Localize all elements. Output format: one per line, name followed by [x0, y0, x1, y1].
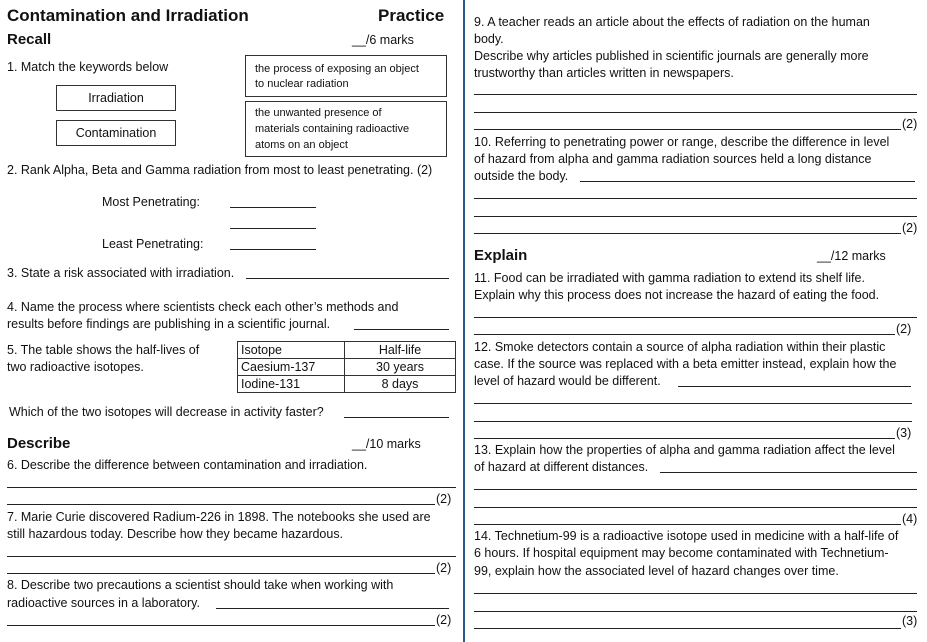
- q12-text-line-3: level of hazard would be different.: [474, 374, 661, 388]
- keyword-irradiation: Irradiation: [88, 91, 144, 105]
- keyword-box-irradiation: [56, 85, 176, 111]
- q13-text-line-2: of hazard at different distances.: [474, 460, 649, 474]
- q9-text-line-3: Describe why articles published in scientific journals are generally more: [474, 49, 869, 63]
- table-cell: Iodine-131: [238, 376, 345, 393]
- answer-line-rank-1[interactable]: [230, 207, 316, 208]
- answer-line-q13-4[interactable]: [474, 524, 901, 525]
- q6-marks: (2): [436, 492, 452, 506]
- explain-marks: __/12 marks: [817, 249, 886, 263]
- q14-text-line-1: 14. Technetium-99 is a radioactive isotope used in medicine with a half-life of: [474, 529, 899, 543]
- answer-line-q9-3[interactable]: [474, 129, 901, 130]
- answer-line-q13-1[interactable]: [660, 472, 917, 473]
- q6-text: 6. Describe the difference between contamination and irradiation.: [7, 458, 368, 472]
- q9-text-line-2: body.: [474, 32, 504, 46]
- q2-text: 2. Rank Alpha, Beta and Gamma radiation from most to least penetrating. (2): [7, 163, 433, 177]
- table-cell: 8 days: [345, 376, 456, 393]
- keyword-contamination: Contamination: [75, 126, 157, 140]
- answer-line-q10-1[interactable]: [580, 181, 915, 182]
- q4-text-line-2: results before findings are publishing in a scientific journal.: [7, 317, 331, 331]
- table-cell: 30 years: [345, 359, 456, 376]
- recall-marks: __/6 marks: [352, 33, 414, 47]
- q12-text-line-1: 12. Smoke detectors contain a source of alpha radiation within their plastic: [474, 340, 886, 354]
- answer-line-q10-4[interactable]: [474, 233, 901, 234]
- answer-line-rank-3[interactable]: [230, 249, 316, 250]
- q8-marks: (2): [436, 613, 452, 627]
- describe-heading: Describe: [7, 435, 71, 452]
- practice-label: Practice: [378, 6, 445, 25]
- answer-line-q5[interactable]: [344, 417, 449, 418]
- answer-line-q10-3[interactable]: [474, 216, 917, 217]
- q14-text-line-2: 6 hours. If hospital equipment may become contaminated with Technetium-: [474, 546, 889, 560]
- q7-text-line-2: still hazardous today. Describe how they became hazardous.: [7, 527, 344, 541]
- table-row: [238, 376, 456, 393]
- definition-1-line-1: the process of exposing an object: [255, 63, 419, 75]
- least-penetrating-label: Least Penetrating:: [102, 237, 204, 251]
- table-header-isotope: Isotope: [238, 342, 345, 359]
- answer-line-q9-1[interactable]: [474, 94, 917, 95]
- half-life-table: [237, 341, 456, 393]
- q10-text-line-1: 10. Referring to penetrating power or range, describe the difference in level: [474, 135, 890, 149]
- q7-marks: (2): [436, 561, 452, 575]
- keyword-box-contamination: [56, 120, 176, 146]
- q12-text-line-2: case. If the source was replaced with a beta emitter instead, explain how the: [474, 357, 897, 371]
- q11-marks: (2): [896, 322, 912, 336]
- q5-text-line-1: 5. The table shows the half-lives of: [7, 343, 200, 357]
- answer-line-q12-1[interactable]: [678, 386, 911, 387]
- definition-2-line-1: the unwanted presence of: [255, 107, 382, 119]
- q14-text-line-3: 99, explain how the associated level of hazard changes over time.: [474, 564, 839, 578]
- answer-line-rank-2[interactable]: [230, 228, 316, 229]
- q13-marks: (4): [902, 512, 918, 526]
- definition-box-2: [245, 101, 447, 157]
- most-penetrating-label: Most Penetrating:: [102, 195, 200, 209]
- answer-line-q14-2[interactable]: [474, 611, 917, 612]
- q9-marks: (2): [902, 117, 918, 131]
- definition-2-line-3: atoms on an object: [255, 139, 348, 151]
- q8-text-line-2: radioactive sources in a laboratory.: [7, 596, 200, 610]
- table-header-row: [238, 342, 456, 359]
- answer-line-q11-2[interactable]: [474, 334, 895, 335]
- q7-text-line-1: 7. Marie Curie discovered Radium-226 in 1898. The notebooks she used are: [7, 510, 431, 524]
- answer-line-q13-2[interactable]: [474, 489, 917, 490]
- definition-1-line-2: to nuclear radiation: [255, 78, 349, 90]
- answer-line-q12-4[interactable]: [474, 438, 895, 439]
- answer-line-q3[interactable]: [246, 278, 449, 279]
- q11-text-line-2: Explain why this process does not increase the hazard of eating the food.: [474, 288, 880, 302]
- recall-heading: Recall: [7, 31, 52, 48]
- answer-line-q7-1[interactable]: [7, 556, 456, 557]
- q5-text-line-2: two radioactive isotopes.: [7, 360, 144, 374]
- definition-box-1: [245, 55, 447, 97]
- page-title: Contamination and Irradiation: [7, 6, 249, 25]
- q4-text-line-1: 4. Name the process where scientists check each other’s methods and: [7, 300, 399, 314]
- describe-marks: __/10 marks: [352, 437, 421, 451]
- answer-line-q8-2[interactable]: [7, 625, 435, 626]
- q8-text-line-1: 8. Describe two precautions a scientist should take when working with: [7, 578, 394, 592]
- answer-line-q12-3[interactable]: [474, 421, 912, 422]
- q10-marks: (2): [902, 221, 918, 235]
- q3-text: 3. State a risk associated with irradiation.: [7, 266, 235, 280]
- answer-line-q7-2[interactable]: [7, 573, 435, 574]
- q10-text-line-3: outside the body.: [474, 169, 569, 183]
- answer-line-q13-3[interactable]: [474, 507, 917, 508]
- answer-line-q9-2[interactable]: [474, 112, 917, 113]
- table-cell: Caesium-137: [238, 359, 345, 376]
- q9-text-line-1: 9. A teacher reads an article about the effects of radiation on the human: [474, 15, 870, 29]
- answer-line-q14-3[interactable]: [474, 628, 901, 629]
- column-divider: [463, 0, 465, 642]
- q12-marks: (3): [896, 426, 912, 440]
- explain-heading: Explain: [474, 247, 528, 264]
- answer-line-q12-2[interactable]: [474, 403, 912, 404]
- q9-text-line-4: trustworthy than articles written in newspapers.: [474, 66, 734, 80]
- q5-followup: Which of the two isotopes will decrease in activity faster?: [9, 405, 324, 419]
- answer-line-q6-1[interactable]: [7, 487, 456, 488]
- q13-text-line-1: 13. Explain how the properties of alpha and gamma radiation affect the level: [474, 443, 895, 457]
- table-row: [238, 359, 456, 376]
- q10-text-line-2: of hazard from alpha and gamma radiation sources held a long distance: [474, 152, 872, 166]
- answer-line-q11-1[interactable]: [474, 317, 917, 318]
- answer-line-q14-1[interactable]: [474, 593, 917, 594]
- q1-text: 1. Match the keywords below: [7, 60, 169, 74]
- definition-2-line-2: materials containing radioactive: [255, 123, 410, 135]
- answer-line-q10-2[interactable]: [474, 198, 917, 199]
- table-header-half-life: Half-life: [345, 342, 456, 359]
- answer-line-q8-1[interactable]: [216, 608, 449, 609]
- q14-marks: (3): [902, 614, 918, 628]
- q11-text-line-1: 11. Food can be irradiated with gamma radiation to extend its shelf life.: [474, 271, 865, 285]
- answer-line-q6-2[interactable]: [7, 504, 435, 505]
- answer-line-q4[interactable]: [354, 329, 449, 330]
